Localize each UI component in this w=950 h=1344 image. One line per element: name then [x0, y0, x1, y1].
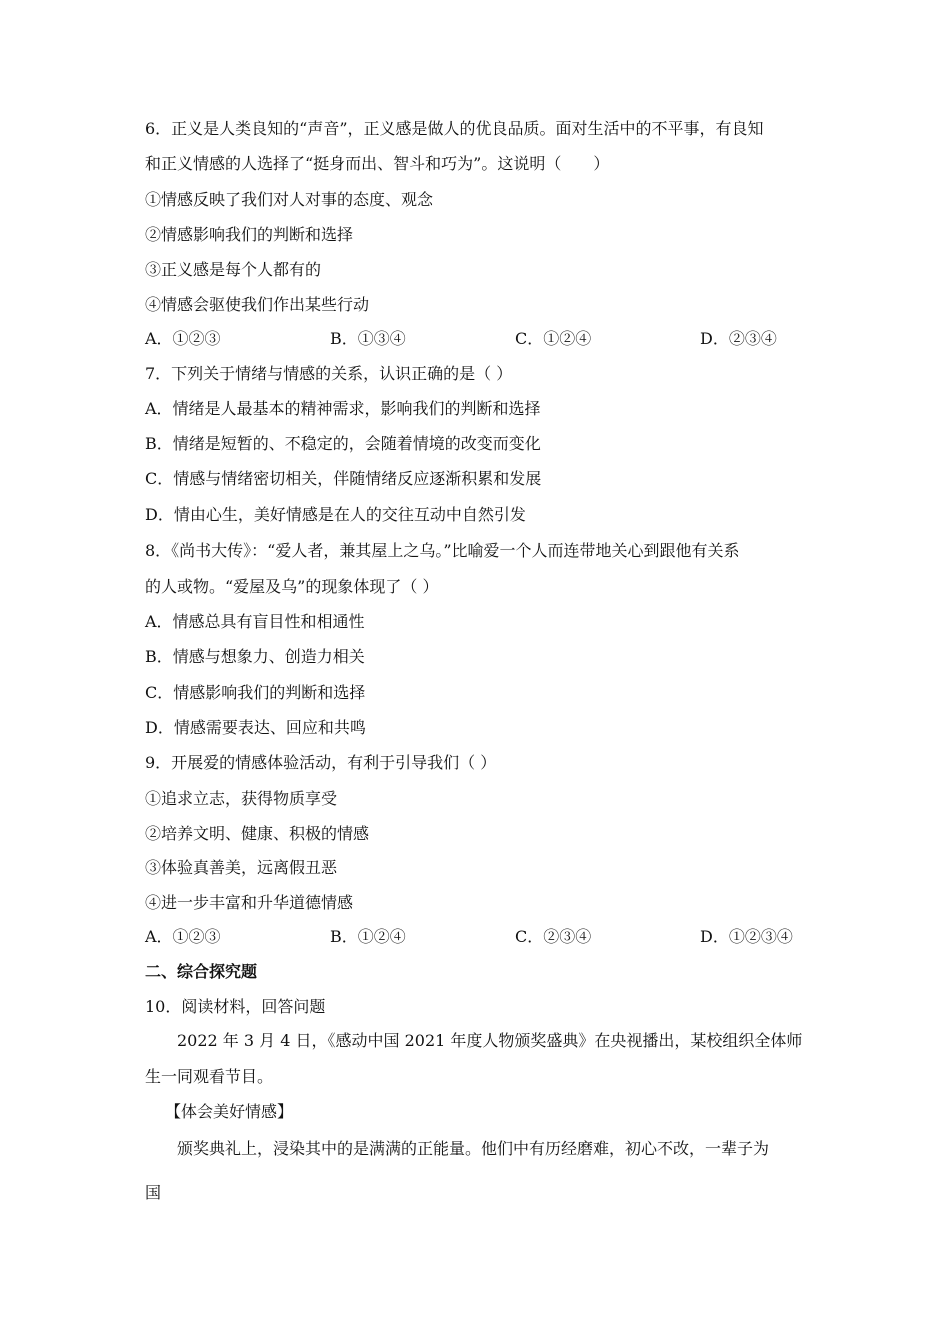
- q9-item-2: ②培养文明、健康、积极的情感: [145, 824, 370, 843]
- q6-stem-line2: 和正义情感的人选择了“挺身而出、智斗和巧为”。这说明（ ）: [145, 154, 610, 173]
- q7-stem: 7．下列关于情绪与情感的关系，认识正确的是（ ）: [145, 364, 513, 383]
- q6-option-c[interactable]: C．①②④: [515, 329, 592, 348]
- q6-item-1: ①情感反映了我们对人对事的态度、观念: [145, 190, 434, 209]
- q6-item-3: ③正义感是每个人都有的: [145, 260, 322, 279]
- q10-para2-line1: 颁奖典礼上，浸染其中的是满满的正能量。他们中有历经磨难，初心不改，一辈子为: [177, 1139, 770, 1158]
- q8-stem-line2: 的人或物。“爱屋及乌”的现象体现了（ ）: [145, 577, 439, 596]
- q8-option-d[interactable]: D．情感需要表达、回应和共鸣: [145, 718, 366, 737]
- q10-para1-line1: 2022 年 3 月 4 日，《感动中国 2021 年度人物颁奖盛典》在央视播出，某校组织全体师: [177, 1031, 803, 1050]
- q6-option-a[interactable]: A．①②③: [145, 329, 221, 348]
- q6-item-4: ④情感会驱使我们作出某些行动: [145, 295, 370, 314]
- q8-option-b[interactable]: B．情感与想象力、创造力相关: [145, 647, 365, 666]
- q9-options: [145, 927, 845, 947]
- q7-option-d[interactable]: D．情由心生，美好情感是在人的交往互动中自然引发: [145, 505, 526, 524]
- q9-item-4: ④进一步丰富和升华道德情感: [145, 893, 354, 912]
- q9-option-b[interactable]: B．①②④: [330, 927, 406, 946]
- q7-option-c[interactable]: C．情感与情绪密切相关，伴随情绪反应逐渐积累和发展: [145, 469, 542, 488]
- q9-item-1: ①追求立志，获得物质享受: [145, 789, 338, 808]
- q7-option-b[interactable]: B．情绪是短暂的、不稳定的，会随着情境的改变而变化: [145, 434, 541, 453]
- q6-option-b[interactable]: B．①③④: [330, 329, 406, 348]
- q6-option-d[interactable]: D．②③④: [700, 329, 777, 348]
- q10-subheading: 【体会美好情感】: [165, 1102, 294, 1121]
- q9-option-a[interactable]: A．①②③: [145, 927, 221, 946]
- section-heading: 二、综合探究题: [145, 962, 258, 981]
- q9-item-3: ③体验真善美，远离假丑恶: [145, 858, 338, 877]
- q9-option-c[interactable]: C．②③④: [515, 927, 592, 946]
- q10-para1-line2: 生一同观看节目。: [145, 1067, 274, 1086]
- q10-stem: 10．阅读材料，回答问题: [145, 997, 326, 1016]
- q10-para2-line2: 国: [145, 1183, 162, 1202]
- q9-stem: 9．开展爱的情感体验活动，有利于引导我们（ ）: [145, 753, 497, 772]
- q8-option-c[interactable]: C．情感影响我们的判断和选择: [145, 683, 366, 702]
- q8-stem-line1: 8．《尚书大传》：“爱人者，兼其屋上之乌。”比喻爱一个人而连带地关心到跟他有关系: [145, 541, 740, 560]
- q8-option-a[interactable]: A．情感总具有盲目性和相通性: [145, 612, 365, 631]
- q6-options: [145, 329, 845, 349]
- q6-item-2: ②情感影响我们的判断和选择: [145, 225, 354, 244]
- q7-option-a[interactable]: A．情绪是人最基本的精神需求，影响我们的判断和选择: [145, 399, 541, 418]
- q6-stem-line1: 6．正义是人类良知的“声音”，正义感是做人的优良品质。面对生活中的不平事，有良知: [145, 119, 764, 138]
- q9-option-d[interactable]: D．①②③④: [700, 927, 793, 946]
